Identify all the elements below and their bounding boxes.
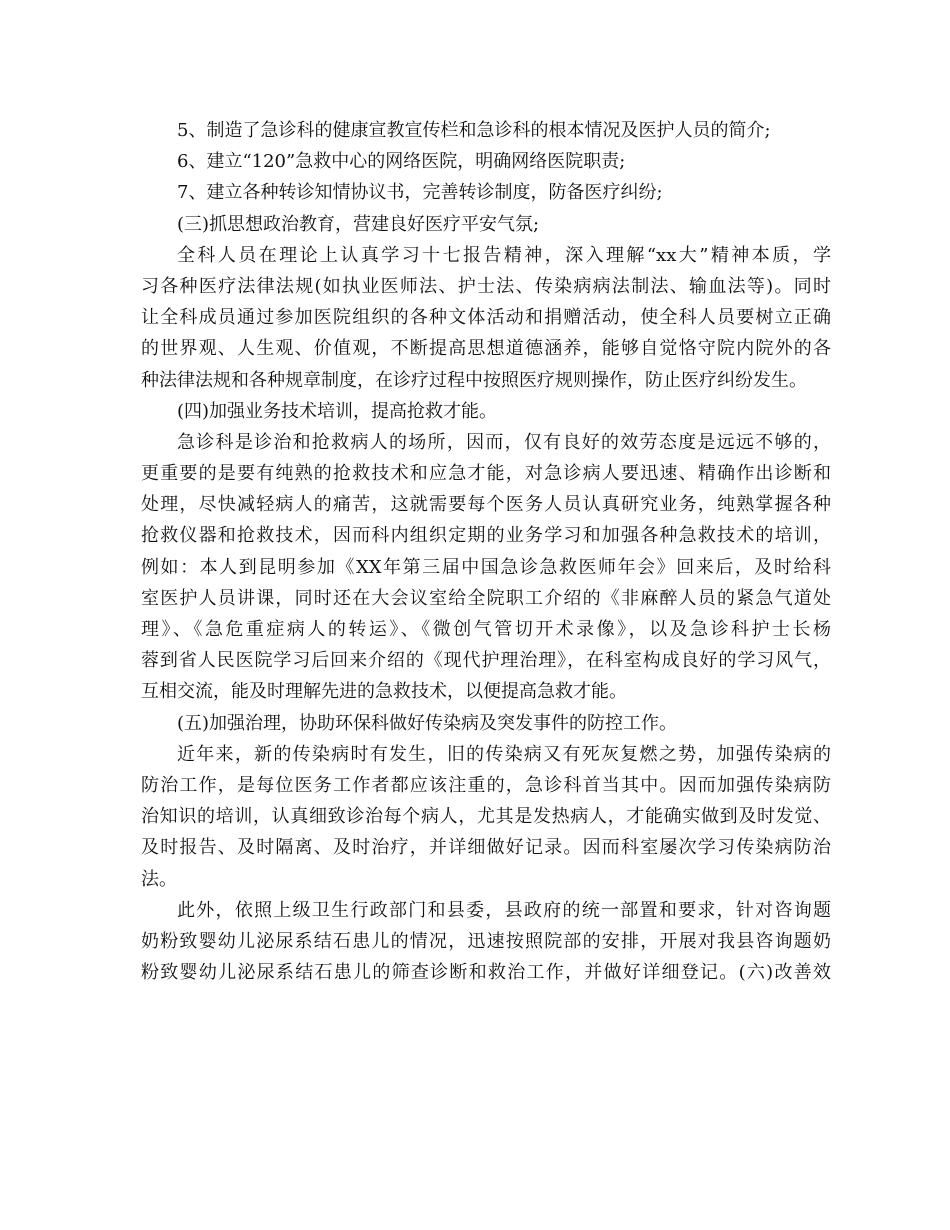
text-line: 让全科成员通过参加医院组织的各种文体活动和捐赠活动，使全科人员要树立正确 — [141, 307, 831, 329]
text-line: 处理，尽快减轻病人的痛苦，这就需要每个医务人员认真研究业务，纯熟掌握各种 — [141, 494, 831, 516]
text-line: 的世界观、人生观、价值观，不断提高思想道德涵养，能够自觉恪守院内院外的各 — [141, 338, 831, 360]
text-line: 例如：本人到昆明参加《XX年第三届中国急诊急救医师年会》回来后，及时给科 — [141, 556, 831, 578]
text-line: 近年来，新的传染病时有发生，旧的传染病又有死灰复燃之势，加强传染病的 — [177, 743, 831, 765]
text-line: 奶粉致婴幼儿泌尿系结石患儿的情况，迅速按照院部的安排，开展对我县咨询题奶 — [141, 930, 831, 952]
text-line: 粉致婴幼儿泌尿系结石患儿的筛查诊断和救治工作，并做好详细登记。(六)改善效 — [141, 962, 831, 984]
text-line: 抢救仪器和抢救技术，因而科内组织定期的业务学习和加强各种急救技术的培训， — [141, 525, 831, 547]
text-line: 6、建立“120”急救中心的网络医院，明确网络医院职责; — [177, 151, 626, 173]
text-line: 更重要的是要有纯熟的抢救技术和应急才能，对急诊病人要迅速、精确作出诊断和 — [141, 463, 831, 485]
text-line: 5、制造了急诊科的健康宣教宣传栏和急诊科的根本情况及医护人员的简介; — [177, 120, 771, 141]
section-heading: (三)抓思想政治教育，营建良好医疗平安气氛; — [177, 213, 540, 235]
text-line: 治知识的培训，认真细致诊治每个病人，尤其是发热病人，才能确实做到及时发觉、 — [141, 806, 831, 828]
section-heading: (四)加强业务技术培训，提高抢救才能。 — [177, 400, 498, 422]
text-line: 室医护人员讲课，同时还在大会议室给全院职工介绍的《非麻醉人员的紧急气道处 — [141, 587, 831, 609]
text-line: 此外，依照上级卫生行政部门和县委，县政府的统一部置和要求，针对咨询题 — [177, 899, 831, 921]
text-line: 7、建立各种转诊知情协议书，完善转诊制度，防备医疗纠纷; — [177, 182, 663, 204]
text-line: 及时报告、及时隔离、及时治疗，并详细做好记录。因而科室屡次学习传染病防治 — [141, 837, 831, 859]
text-line: 互相交流，能及时理解先进的急救技术，以便提高急救才能。 — [141, 681, 627, 703]
text-line: 防治工作，是每位医务工作者都应该注重的，急诊科首当其中。因而加强传染病防 — [141, 774, 831, 796]
document-body — [141, 115, 831, 988]
text-line: 急诊科是诊治和抢救病人的场所，因而，仅有良好的效劳态度是远远不够的， — [177, 431, 831, 453]
text-line: 习各种医疗法律法规(如执业医师法、护士法、传染病病法制法、输血法等)。同时 — [141, 275, 831, 297]
section-heading: (五)加强治理，协助环保科做好传染病及突发事件的防控工作。 — [177, 712, 678, 734]
text-line: 法。 — [141, 868, 177, 890]
text-line: 全科人员在理论上认真学习十七报告精神，深入理解“xx大”精神本质，学 — [177, 244, 831, 266]
text-line: 理》、《急危重症病人的转运》、《微创气管切开术录像》，以及急诊科护士长杨 — [141, 619, 831, 640]
text-line: 蓉到省人民医院学习后回来介绍的《现代护理治理》，在科室构成良好的学习风气， — [141, 650, 831, 672]
text-line: 种法律法规和各种规章制度，在诊疗过程中按照医疗规则操作，防止医疗纠纷发生。 — [141, 369, 807, 391]
